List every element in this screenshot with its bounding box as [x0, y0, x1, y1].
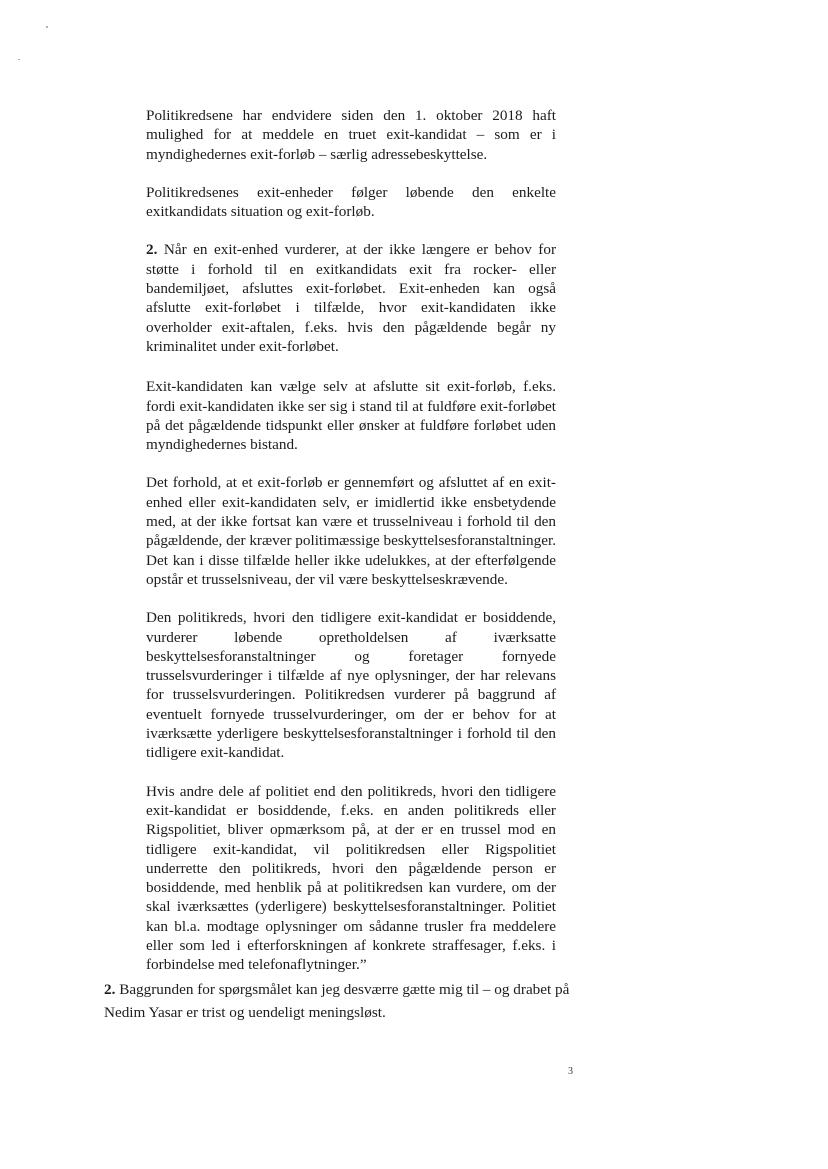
quote-paragraph	[146, 473, 556, 589]
quote-paragraph-text: Exit-kandidaten kan vælge selv at afslutte sit exit-forløb, f.eks. fordi exit-kandidaten ikke ser sig i stand til at fuldføre exit-forløbet på det pågældende tidspunkt eller ønsker at fuldføre forløbet uden myndighedernes bistand.	[146, 378, 556, 454]
paragraph-number: 2.	[146, 241, 158, 259]
quote-paragraph	[146, 183, 556, 222]
quote-paragraph	[146, 240, 556, 356]
quoted-text-block	[146, 106, 556, 994]
quote-paragraph	[146, 782, 556, 975]
answer-paragraph	[104, 978, 590, 1024]
quote-paragraph-text: Den politikreds, hvori den tidligere exit-kandidat er bosiddende, vurderer løbende opretholdelsen af iværksatte beskyttelsesforanstaltninger og foretager fornyede trusselsvurderinger i tilfælde af nye oplysninger, der har relevans for trusselsvurderingen. Politikredsen vurderer på baggrund af eventuelt fornyede trusselvurderinger, om der er behov for at iværksætte yderligere beskyttelsesforanstaltninger i forhold til den tidligere exit-kandidat.	[146, 609, 556, 762]
scan-speck	[46, 26, 48, 28]
quote-paragraph-text: Politikredsene har endvidere siden den 1. oktober 2018 haft mulighed for at meddele en truet exit-kandidat – som er i myndighedernes exit-forløb – særlig adressebeskyttelse.	[146, 107, 556, 163]
answer-text: Baggrunden for spørgsmålet kan jeg desværre gætte mig til – og drabet på Nedim Yasar er trist og uendeligt meningsløst.	[104, 981, 570, 1021]
scan-speck	[18, 59, 20, 60]
quote-paragraph-text: Når en exit-enhed vurderer, at der ikke længere er behov for støtte i forhold til en exitkandidats exit fra rocker- eller bandemiljøet, afsluttes exit-forløbet. Exit-enheden kan også afslutte exit-forløbet i tilfælde, hvor exit-kandidaten ikke overholder exit-aftalen, f.eks. hvis den pågældende begår ny kriminalitet under exit-forløbet.	[146, 241, 556, 355]
quote-paragraph-text: Hvis andre dele af politiet end den politikreds, hvori den tidligere exit-kandidat er bosiddende, f.eks. en anden politikreds eller Rigspolitiet, bliver opmærksom på, at der er en trussel mod en tidligere exit-kandidat, vil politikredsen eller Rigspolitiet underrette den politikreds, hvori den pågældende person er bosiddende, med henblik på at politikredsen kan vurdere, om der skal iværksættes (yderligere) beskyttelsesforanstaltninger. Politiet kan bl.a. modtage oplysninger om sådanne trusler fra meddelere eller som led i efterforskningen af konkrete straffesager, f.eks. i forbindelse med telefonaflytninger.”	[146, 782, 556, 974]
quote-paragraph	[146, 608, 556, 762]
page-number: 3	[568, 1066, 573, 1077]
answer-number: 2.	[104, 981, 116, 998]
quote-paragraph	[146, 377, 556, 454]
quote-paragraph-text: Politikredsenes exit-enheder følger løbende den enkelte exitkandidats situation og exit-forløb.	[146, 183, 556, 221]
quote-paragraph-text: Det forhold, at et exit-forløb er gennemført og afsluttet af en exit-enhed eller exit-kandidaten selv, er imidlertid ikke ensbetydende med, at der ikke fortsat kan være et trusselniveau i forhold til den pågældende, der kræver politimæssige beskyttelsesforanstaltninger. Det kan i disse tilfælde heller ikke udelukkes, at der efterfølgende opstår et trusselsniveau, der vil være beskyttelseskrævende.	[146, 474, 556, 588]
quote-paragraph	[146, 106, 556, 164]
